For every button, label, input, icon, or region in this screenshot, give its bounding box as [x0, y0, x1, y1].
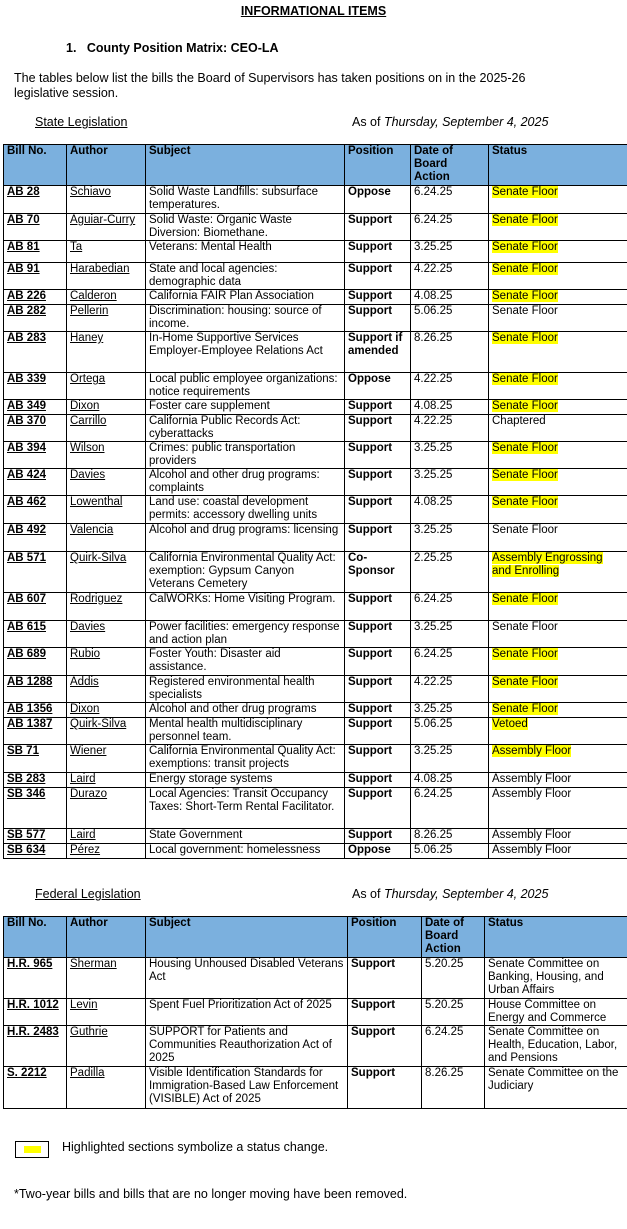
board-position: Support — [345, 788, 411, 829]
column-header: Bill No. — [4, 917, 67, 958]
status-change-highlight: Assembly Floor — [492, 745, 572, 757]
federal-table-header — [4, 917, 627, 958]
bill-status — [489, 829, 627, 844]
column-header: Author — [67, 917, 146, 958]
board-position: Support — [345, 621, 411, 648]
bill-subject: In-Home Supportive Services Employer-Employee Relations Act — [146, 332, 345, 373]
bill-number-link[interactable]: AB 28 — [4, 186, 67, 214]
bill-subject: Power facilities: emergency response and action plan — [146, 621, 345, 648]
bill-status — [485, 1067, 627, 1109]
bill-number-link[interactable]: SB 283 — [4, 773, 67, 788]
bill-number-link[interactable]: AB 492 — [4, 524, 67, 552]
table-row — [4, 332, 627, 373]
bill-subject: Local public employee organizations: notice requirements — [146, 373, 345, 400]
board-action-date: 4.22.25 — [411, 676, 489, 703]
bill-number-link[interactable]: SB 634 — [4, 844, 67, 859]
author-link[interactable]: Valencia — [67, 524, 146, 552]
author-link[interactable]: Wiener — [67, 745, 146, 773]
section-title: County Position Matrix: CEO-LA — [86, 41, 279, 55]
author-link[interactable]: Quirk-Silva — [67, 718, 146, 745]
federal-label-row — [35, 887, 560, 901]
table-row — [4, 829, 627, 844]
board-position: Oppose — [345, 186, 411, 214]
bill-number-link[interactable]: S. 2212 — [4, 1067, 67, 1109]
board-position: Co-Sponsor — [345, 552, 411, 593]
bill-status — [489, 593, 627, 621]
board-action-date: 3.25.25 — [411, 469, 489, 496]
board-position: Support — [345, 593, 411, 621]
table-row — [4, 621, 627, 648]
author-link[interactable]: Sherman — [67, 958, 146, 999]
table-row — [4, 263, 627, 290]
author-link[interactable]: Pellerin — [67, 305, 146, 332]
federal-as-of — [352, 887, 548, 901]
board-position: Support — [345, 648, 411, 676]
table-row — [4, 648, 627, 676]
status-change-highlight: Assembly Engrossing and Enrolling — [492, 552, 603, 577]
column-header: Date of Board Action — [411, 145, 489, 186]
bill-status — [489, 703, 627, 718]
board-position: Support — [345, 745, 411, 773]
author-link[interactable]: Lowenthal — [67, 496, 146, 524]
board-action-date: 4.22.25 — [411, 263, 489, 290]
status-change-highlight: Senate Floor — [492, 469, 558, 481]
as-of-prefix: As of — [352, 887, 384, 901]
column-header: Status — [489, 145, 627, 186]
bill-number-link[interactable]: AB 91 — [4, 263, 67, 290]
column-header: Subject — [146, 917, 348, 958]
table-row — [4, 773, 627, 788]
status-text: Assembly Floor — [492, 773, 572, 785]
status-text: Senate Floor — [492, 621, 558, 633]
page-title: INFORMATIONAL ITEMS — [240, 4, 387, 18]
bill-subject: California Environmental Quality Act: exemptions: transit projects — [146, 745, 345, 773]
status-change-highlight: Senate Floor — [492, 332, 558, 344]
bill-status — [489, 496, 627, 524]
bill-status — [489, 400, 627, 415]
board-action-date: 5.06.25 — [411, 718, 489, 745]
board-position: Support — [345, 305, 411, 332]
table-row — [4, 186, 627, 214]
status-change-highlight: Senate Floor — [492, 442, 558, 454]
status-text: Assembly Floor — [492, 788, 572, 800]
bill-status — [489, 241, 627, 263]
bill-number-link[interactable]: AB 424 — [4, 469, 67, 496]
bill-status — [489, 373, 627, 400]
status-text: Senate Floor — [492, 305, 558, 317]
bill-status — [489, 676, 627, 703]
table-row — [4, 676, 627, 703]
board-action-date: 3.25.25 — [411, 745, 489, 773]
intro-paragraph: The tables below list the bills the Board of Supervisors has taken positions on in the 2025-26 legislative session. — [14, 71, 526, 100]
board-action-date: 6.24.25 — [411, 593, 489, 621]
bill-number-link[interactable]: AB 226 — [4, 290, 67, 305]
bill-subject: Foster care supplement — [146, 400, 345, 415]
status-text: Senate Committee on Banking, Housing, and Urban Affairs — [488, 958, 604, 996]
table-row — [4, 469, 627, 496]
state-as-of — [352, 115, 548, 129]
bill-subject: SUPPORT for Patients and Communities Reauthorization Act of 2025 — [146, 1026, 348, 1067]
state-legislation-label: State Legislation — [35, 115, 128, 129]
status-change-highlight: Senate Floor — [492, 648, 558, 660]
author-link[interactable]: Davies — [67, 621, 146, 648]
bill-subject: Housing Unhoused Disabled Veterans Act — [146, 958, 348, 999]
highlight-swatch — [24, 1146, 41, 1153]
bill-number-link[interactable]: AB 1356 — [4, 703, 67, 718]
column-header: Position — [348, 917, 422, 958]
bill-number-link[interactable]: AB 1387 — [4, 718, 67, 745]
table-row — [4, 593, 627, 621]
bill-status — [489, 524, 627, 552]
status-text: Senate Committee on Health, Education, Labor, and Pensions — [488, 1026, 618, 1064]
table-row — [4, 1026, 627, 1067]
bill-subject: Alcohol and other drug programs: complaints — [146, 469, 345, 496]
author-link[interactable]: Dixon — [67, 703, 146, 718]
bill-status — [485, 999, 627, 1026]
bill-status — [489, 332, 627, 373]
bill-status — [489, 788, 627, 829]
status-change-highlight: Senate Floor — [492, 496, 558, 508]
column-header: Date of Board Action — [422, 917, 485, 958]
bill-number-link[interactable]: H.R. 2483 — [4, 1026, 67, 1067]
board-action-date: 3.25.25 — [411, 241, 489, 263]
bill-number-link[interactable]: AB 349 — [4, 400, 67, 415]
bill-subject: Registered environmental health specialists — [146, 676, 345, 703]
table-row — [4, 745, 627, 773]
bill-subject: Solid Waste Landfills: subsurface temperatures. — [146, 186, 345, 214]
board-action-date: 3.25.25 — [411, 703, 489, 718]
column-header: Author — [67, 145, 146, 186]
table-row — [4, 1067, 627, 1109]
table-row — [4, 415, 627, 442]
status-text: Assembly Floor — [492, 829, 572, 841]
bill-subject: California Environmental Quality Act: exemption: Gypsum Canyon Veterans Cemetery — [146, 552, 345, 593]
bill-number-link[interactable]: H.R. 1012 — [4, 999, 67, 1026]
board-action-date: 4.22.25 — [411, 373, 489, 400]
column-header: Position — [345, 145, 411, 186]
author-link[interactable]: Harabedian — [67, 263, 146, 290]
author-link[interactable]: Rodriguez — [67, 593, 146, 621]
table-row — [4, 524, 627, 552]
state-label-row — [35, 115, 560, 129]
board-position: Support — [345, 263, 411, 290]
board-action-date: 5.06.25 — [411, 305, 489, 332]
author-link[interactable]: Calderon — [67, 290, 146, 305]
author-link[interactable]: Carrillo — [67, 415, 146, 442]
table-row — [4, 718, 627, 745]
board-position: Support — [345, 496, 411, 524]
author-link[interactable]: Padilla — [67, 1067, 146, 1109]
bill-number-link[interactable]: AB 689 — [4, 648, 67, 676]
table-row — [4, 400, 627, 415]
bill-subject: Land use: coastal development permits: accessory dwelling units — [146, 496, 345, 524]
board-action-date: 5.20.25 — [422, 999, 485, 1026]
bill-subject: Alcohol and drug programs: licensing — [146, 524, 345, 552]
status-change-highlight: Senate Floor — [492, 676, 558, 688]
board-action-date: 4.22.25 — [411, 415, 489, 442]
state-legislation-table — [3, 144, 627, 859]
bill-subject: State and local agencies: demographic data — [146, 263, 345, 290]
board-action-date: 5.20.25 — [422, 958, 485, 999]
author-link[interactable]: Davies — [67, 469, 146, 496]
bill-number-link[interactable]: SB 577 — [4, 829, 67, 844]
board-action-date: 8.26.25 — [411, 829, 489, 844]
author-link[interactable]: Rubio — [67, 648, 146, 676]
bill-status — [489, 214, 627, 241]
bill-number-link[interactable]: AB 615 — [4, 621, 67, 648]
bill-number-link[interactable]: AB 81 — [4, 241, 67, 263]
board-position: Support — [345, 524, 411, 552]
board-position: Support — [348, 1026, 422, 1067]
footnote: *Two-year bills and bills that are no longer moving have been removed. — [14, 1187, 408, 1201]
column-header: Status — [485, 917, 627, 958]
table-row — [4, 999, 627, 1026]
author-link[interactable]: Addis — [67, 676, 146, 703]
bill-status — [485, 958, 627, 999]
board-position: Oppose — [345, 844, 411, 859]
status-change-highlight: Senate Floor — [492, 703, 558, 715]
board-action-date: 5.06.25 — [411, 844, 489, 859]
bill-number-link[interactable]: AB 283 — [4, 332, 67, 373]
board-position: Support — [345, 415, 411, 442]
bill-number-link[interactable]: AB 282 — [4, 305, 67, 332]
status-text: Chaptered — [492, 415, 546, 427]
board-position: Support — [345, 442, 411, 469]
status-change-highlight: Senate Floor — [492, 400, 558, 412]
board-action-date: 6.24.25 — [411, 648, 489, 676]
board-position: Oppose — [345, 373, 411, 400]
bill-status — [489, 290, 627, 305]
author-link[interactable]: Durazo — [67, 788, 146, 829]
status-change-highlight: Senate Floor — [492, 241, 558, 253]
table-row — [4, 552, 627, 593]
table-row — [4, 442, 627, 469]
board-action-date: 4.08.25 — [411, 400, 489, 415]
bill-number-link[interactable]: AB 571 — [4, 552, 67, 593]
column-header: Bill No. — [4, 145, 67, 186]
status-change-highlight: Senate Floor — [492, 593, 558, 605]
author-link[interactable]: Aguiar-Curry — [67, 214, 146, 241]
author-link[interactable]: Schiavo — [67, 186, 146, 214]
board-action-date: 6.24.25 — [422, 1026, 485, 1067]
bill-number-link[interactable]: H.R. 965 — [4, 958, 67, 999]
board-action-date: 8.26.25 — [411, 332, 489, 373]
status-change-highlight: Senate Floor — [492, 290, 558, 302]
bill-subject: Alcohol and other drug programs — [146, 703, 345, 718]
board-position: Support — [345, 773, 411, 788]
author-link[interactable]: Haney — [67, 332, 146, 373]
board-action-date: 8.26.25 — [422, 1067, 485, 1109]
table-row — [4, 788, 627, 829]
state-table-header — [4, 145, 627, 186]
bill-subject: Solid Waste: Organic Waste Diversion: Biomethane. — [146, 214, 345, 241]
board-position: Support if amended — [345, 332, 411, 373]
bill-number-link[interactable]: AB 370 — [4, 415, 67, 442]
board-action-date: 3.25.25 — [411, 621, 489, 648]
bill-subject: Crimes: public transportation providers — [146, 442, 345, 469]
bill-status — [489, 844, 627, 859]
bill-subject: Mental health multidisciplinary personnel team. — [146, 718, 345, 745]
board-position: Support — [345, 829, 411, 844]
status-text: Senate Committee on the Judiciary — [488, 1067, 619, 1092]
bill-status — [489, 442, 627, 469]
status-change-highlight: Senate Floor — [492, 186, 558, 198]
bill-status — [489, 415, 627, 442]
bill-subject: California FAIR Plan Association — [146, 290, 345, 305]
board-position: Support — [345, 241, 411, 263]
board-action-date: 4.08.25 — [411, 290, 489, 305]
author-link[interactable]: Pérez — [67, 844, 146, 859]
board-action-date: 2.25.25 — [411, 552, 489, 593]
table-row — [4, 958, 627, 999]
as-of-prefix: As of — [352, 115, 384, 129]
status-change-highlight: Vetoed — [492, 718, 528, 730]
table-row — [4, 305, 627, 332]
bill-status — [489, 469, 627, 496]
board-action-date: 6.24.25 — [411, 186, 489, 214]
board-position: Support — [348, 999, 422, 1026]
bill-number-link[interactable]: AB 607 — [4, 593, 67, 621]
section-heading — [66, 41, 279, 55]
bill-status — [489, 186, 627, 214]
bill-status — [489, 773, 627, 788]
bill-subject: Spent Fuel Prioritization Act of 2025 — [146, 999, 348, 1026]
bill-subject: Local government: homelessness — [146, 844, 345, 859]
bill-status — [489, 552, 627, 593]
bill-subject: Local Agencies: Transit Occupancy Taxes: Short-Term Rental Facilitator. — [146, 788, 345, 829]
board-action-date: 4.08.25 — [411, 773, 489, 788]
bill-subject: Discrimination: housing: source of income. — [146, 305, 345, 332]
bill-status — [489, 621, 627, 648]
board-action-date: 6.24.25 — [411, 788, 489, 829]
board-position: Support — [345, 214, 411, 241]
table-row — [4, 241, 627, 263]
board-position: Support — [345, 676, 411, 703]
bill-status — [489, 305, 627, 332]
board-position: Support — [348, 958, 422, 999]
column-header: Subject — [146, 145, 345, 186]
status-text: Senate Floor — [492, 524, 558, 536]
status-text: Assembly Floor — [492, 844, 572, 856]
bill-number-link[interactable]: AB 339 — [4, 373, 67, 400]
bill-status — [489, 263, 627, 290]
bill-number-link[interactable]: AB 462 — [4, 496, 67, 524]
author-link[interactable]: Laird — [67, 773, 146, 788]
bill-subject: Visible Identification Standards for Immigration-Based Law Enforcement (VISIBLE) Act of 2025 — [146, 1067, 348, 1109]
status-change-highlight: Senate Floor — [492, 214, 558, 226]
bill-subject: Foster Youth: Disaster aid assistance. — [146, 648, 345, 676]
bill-number-link[interactable]: AB 394 — [4, 442, 67, 469]
bill-subject: CalWORKs: Home Visiting Program. — [146, 593, 345, 621]
author-link[interactable]: Quirk-Silva — [67, 552, 146, 593]
board-position: Support — [345, 703, 411, 718]
table-row — [4, 496, 627, 524]
federal-legislation-label: Federal Legislation — [35, 887, 141, 901]
table-row — [4, 703, 627, 718]
section-number: 1. — [66, 41, 77, 55]
bill-subject: Energy storage systems — [146, 773, 345, 788]
status-change-highlight: Senate Floor — [492, 373, 558, 385]
author-link[interactable]: Ortega — [67, 373, 146, 400]
board-action-date: 6.24.25 — [411, 214, 489, 241]
bill-number-link[interactable]: AB 70 — [4, 214, 67, 241]
as-of-date: Thursday, September 4, 2025 — [383, 887, 549, 901]
author-link[interactable]: Ta — [67, 241, 146, 263]
legend-text: Highlighted sections symbolize a status change. — [62, 1140, 329, 1154]
board-action-date: 3.25.25 — [411, 524, 489, 552]
legend-swatch — [15, 1141, 49, 1158]
board-action-date: 4.08.25 — [411, 496, 489, 524]
author-link[interactable]: Dixon — [67, 400, 146, 415]
board-position: Support — [345, 718, 411, 745]
board-action-date: 3.25.25 — [411, 442, 489, 469]
bill-subject: California Public Records Act: cyberattacks — [146, 415, 345, 442]
board-position: Support — [345, 400, 411, 415]
table-row — [4, 373, 627, 400]
bill-number-link[interactable]: AB 1288 — [4, 676, 67, 703]
bill-status — [489, 745, 627, 773]
bill-status — [489, 718, 627, 745]
bill-status — [485, 1026, 627, 1067]
bill-status — [489, 648, 627, 676]
bill-number-link[interactable]: SB 71 — [4, 745, 67, 773]
table-row — [4, 844, 627, 859]
author-link[interactable]: Levin — [67, 999, 146, 1026]
table-row — [4, 214, 627, 241]
bill-subject: Veterans: Mental Health — [146, 241, 345, 263]
board-position: Support — [345, 290, 411, 305]
as-of-date: Thursday, September 4, 2025 — [383, 115, 549, 129]
author-link[interactable]: Laird — [67, 829, 146, 844]
bill-number-link[interactable]: SB 346 — [4, 788, 67, 829]
federal-legislation-table — [3, 916, 627, 1109]
author-link[interactable]: Wilson — [67, 442, 146, 469]
bill-subject: State Government — [146, 829, 345, 844]
author-link[interactable]: Guthrie — [67, 1026, 146, 1067]
status-text: House Committee on Energy and Commerce — [488, 999, 607, 1024]
status-change-highlight: Senate Floor — [492, 263, 558, 275]
board-position: Support — [348, 1067, 422, 1109]
board-position: Support — [345, 469, 411, 496]
table-row — [4, 290, 627, 305]
